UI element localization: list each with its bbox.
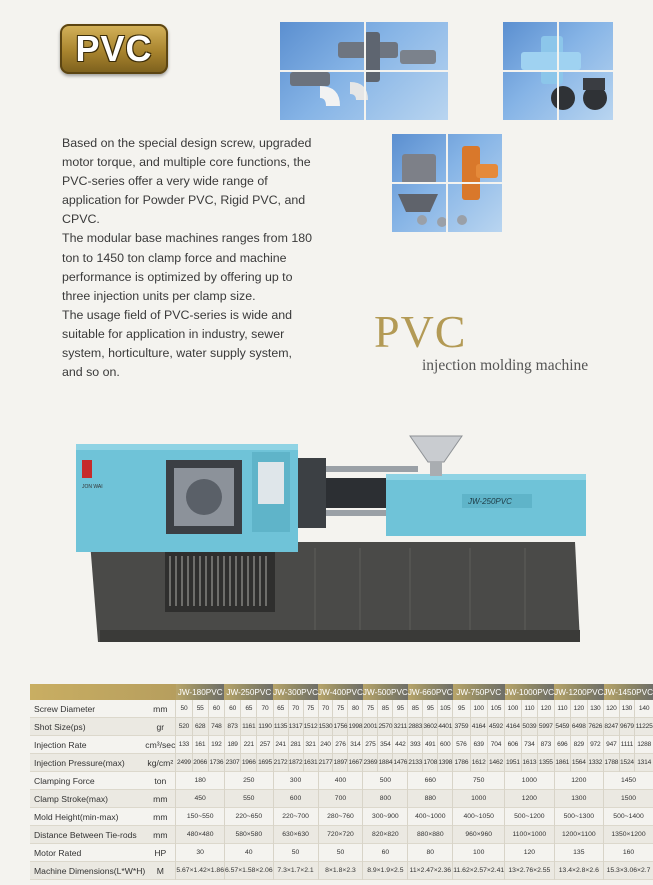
table-cell: 550: [224, 790, 273, 808]
table-cell: 80: [408, 844, 453, 862]
table-cell: 1288: [635, 736, 653, 754]
table-cell: 880: [408, 790, 453, 808]
table-cell: 11.62×2.57×2.41: [453, 862, 505, 880]
table-cell: 1314: [635, 754, 653, 772]
table-cell: 300~900: [363, 808, 408, 826]
model-header: JW-1200PVC: [554, 684, 603, 700]
table-row: [30, 772, 653, 790]
table-cell: 160: [604, 844, 653, 862]
table-cell: 1500: [604, 790, 653, 808]
model-label: JW-250PVC: [468, 497, 512, 506]
product-title: PVC: [374, 306, 467, 357]
table-cell: 6498: [571, 718, 587, 736]
table-cell: 750: [453, 772, 505, 790]
table-row: [30, 790, 653, 808]
row-label: Motor Rated: [34, 847, 82, 858]
table-cell: 1736: [208, 754, 224, 772]
table-cell: 1355: [538, 754, 554, 772]
table-cell: 829: [571, 736, 587, 754]
table-cell: 130: [619, 700, 635, 718]
table-cell: 1317: [288, 718, 303, 736]
table-cell: 1476: [393, 754, 408, 772]
table-cell: 1462: [487, 754, 504, 772]
table-cell: 1161: [241, 718, 257, 736]
table-cell: 70: [288, 700, 303, 718]
table-cell: 3602: [423, 718, 438, 736]
table-cell: 1613: [521, 754, 537, 772]
table-cell: 2570: [378, 718, 393, 736]
row-unit: ton: [154, 775, 167, 786]
row-label: Distance Between Tie-rods: [34, 829, 137, 840]
table-cell: 250: [224, 772, 273, 790]
table-cell: 60: [208, 700, 224, 718]
table-cell: 1200: [554, 772, 603, 790]
table-cell: 150~550: [176, 808, 225, 826]
table-cell: 1897: [333, 754, 348, 772]
table-cell: 1998: [348, 718, 363, 736]
table-cell: 606: [505, 736, 521, 754]
table-cell: 500~1400: [604, 808, 653, 826]
table-cell: 354: [378, 736, 393, 754]
table-cell: 180: [176, 772, 225, 790]
table-cell: 800: [363, 790, 408, 808]
table-cell: 257: [257, 736, 273, 754]
table-cell: 11225: [635, 718, 653, 736]
table-cell: 276: [333, 736, 348, 754]
row-label: Mold Height(min-max): [34, 811, 119, 822]
table-cell: 300: [273, 772, 318, 790]
row-unit: gr: [156, 721, 165, 732]
table-cell: 2499: [176, 754, 192, 772]
table-cell: 1332: [587, 754, 603, 772]
table-cell: 65: [273, 700, 288, 718]
intro-paragraph: Based on the special design screw, upgraded motor torque, and multiple core functions, the PVC-series offer a very wide range of application for Powder PVC, Rigid PVC, and CPVC.: [62, 136, 312, 227]
intro-paragraph: The usage field of PVC-series is wide and suitable for application in industry, sewer system, horticulture, water supply system, and so on.: [62, 307, 293, 380]
model-header: JW-1450PVC: [604, 684, 653, 700]
table-cell: 639: [470, 736, 487, 754]
table-cell: 7626: [587, 718, 603, 736]
table-cell: 2066: [192, 754, 208, 772]
table-cell: 13.4×2.8×2.6: [554, 862, 603, 880]
table-cell: 1884: [378, 754, 393, 772]
table-cell: 50: [273, 844, 318, 862]
table-cell: 500~1200: [505, 808, 554, 826]
table-cell: 189: [224, 736, 240, 754]
table-cell: 55: [192, 700, 208, 718]
table-cell: 1190: [257, 718, 273, 736]
table-cell: 192: [208, 736, 224, 754]
model-header: JW-300PVC: [273, 684, 318, 700]
table-cell: 8×1.8×2.3: [318, 862, 363, 880]
table-cell: 1000: [505, 772, 554, 790]
table-cell: 720×720: [318, 826, 363, 844]
row-unit: mm: [153, 811, 168, 822]
table-cell: 1872: [288, 754, 303, 772]
table-cell: 393: [408, 736, 423, 754]
table-row: [30, 754, 653, 772]
table-cell: 3211: [393, 718, 408, 736]
product-subtitle: injection molding machine: [422, 357, 589, 374]
table-cell: 60: [363, 844, 408, 862]
table-cell: 1512: [303, 718, 318, 736]
pvc-badge: [60, 24, 168, 74]
table-cell: 1000: [453, 790, 505, 808]
table-cell: 5.67×1.42×1.86: [176, 862, 225, 880]
table-cell: 240: [318, 736, 333, 754]
row-unit: mm: [153, 829, 168, 840]
table-cell: 1667: [348, 754, 363, 772]
table-cell: 1100×1000: [505, 826, 554, 844]
table-cell: 960×960: [453, 826, 505, 844]
table-cell: 8247: [604, 718, 620, 736]
table-cell: 500~1300: [554, 808, 603, 826]
table-cell: 60: [224, 700, 240, 718]
table-cell: 50: [318, 844, 363, 862]
table-cell: 5039: [521, 718, 537, 736]
table-cell: 1951: [505, 754, 521, 772]
table-cell: 65: [241, 700, 257, 718]
model-header: JW-400PVC: [318, 684, 363, 700]
table-cell: 520: [176, 718, 192, 736]
table-cell: 9679: [619, 718, 635, 736]
table-cell: 1695: [257, 754, 273, 772]
specification-table: [30, 684, 653, 880]
table-cell: 1398: [438, 754, 453, 772]
table-cell: 13×2.76×2.55: [505, 862, 554, 880]
table-cell: 947: [604, 736, 620, 754]
pipe-fittings-photo-gray: [280, 22, 448, 120]
table-cell: 1612: [470, 754, 487, 772]
model-header: JW-250PVC: [224, 684, 273, 700]
table-cell: 280~760: [318, 808, 363, 826]
table-cell: 140: [635, 700, 653, 718]
table-cell: 1564: [571, 754, 587, 772]
table-cell: 1300: [554, 790, 603, 808]
pvc-badge-label: PVC: [75, 28, 153, 69]
table-row: [30, 736, 653, 754]
table-cell: 95: [453, 700, 470, 718]
table-cell: 1524: [619, 754, 635, 772]
table-cell: 75: [303, 700, 318, 718]
table-cell: 576: [453, 736, 470, 754]
table-row: [30, 844, 653, 862]
table-cell: 700: [318, 790, 363, 808]
table-cell: 80: [348, 700, 363, 718]
table-cell: 1530: [318, 718, 333, 736]
table-cell: 748: [208, 718, 224, 736]
table-cell: 281: [288, 736, 303, 754]
table-cell: 704: [487, 736, 504, 754]
table-cell: 450: [176, 790, 225, 808]
table-cell: 15.3×3.06×2.7: [604, 862, 653, 880]
table-cell: 110: [554, 700, 570, 718]
table-cell: 100: [453, 844, 505, 862]
table-cell: 50: [176, 700, 192, 718]
row-unit: kg/cm²: [147, 757, 174, 768]
intro-paragraph: The modular base machines ranges from 180 ton to 1450 ton clamp force and machine performance is optimized by offering up to three injection units per clamp size.: [62, 231, 313, 303]
table-row: [30, 700, 653, 718]
brand-label: JON WAI: [82, 484, 103, 490]
table-cell: 5459: [554, 718, 570, 736]
table-cell: 120: [571, 700, 587, 718]
row-label: Clamping Force: [34, 775, 95, 786]
table-cell: 314: [348, 736, 363, 754]
table-cell: 880×880: [408, 826, 453, 844]
table-cell: 442: [393, 736, 408, 754]
table-cell: 275: [363, 736, 378, 754]
table-cell: 5997: [538, 718, 554, 736]
table-cell: 2001: [363, 718, 378, 736]
table-cell: 95: [393, 700, 408, 718]
model-header: JW-180PVC: [176, 684, 225, 700]
table-cell: 221: [241, 736, 257, 754]
table-cell: 660: [408, 772, 453, 790]
table-cell: 105: [487, 700, 504, 718]
table-cell: 1631: [303, 754, 318, 772]
row-unit: cm³/sec: [145, 739, 176, 750]
table-cell: 873: [224, 718, 240, 736]
table-cell: 120: [505, 844, 554, 862]
table-cell: 1200: [505, 790, 554, 808]
table-cell: 161: [192, 736, 208, 754]
table-cell: 220~650: [224, 808, 273, 826]
table-cell: 6.57×1.58×2.06: [224, 862, 273, 880]
row-label: Injection Rate: [34, 739, 87, 750]
table-cell: 30: [176, 844, 225, 862]
table-cell: 70: [318, 700, 333, 718]
table-cell: 491: [423, 736, 438, 754]
table-cell: 4592: [487, 718, 504, 736]
table-cell: 120: [538, 700, 554, 718]
table-cell: 85: [378, 700, 393, 718]
table-cell: 2307: [224, 754, 240, 772]
table-cell: 696: [554, 736, 570, 754]
table-cell: 600: [438, 736, 453, 754]
table-cell: 400~1050: [453, 808, 505, 826]
table-cell: 1350×1200: [604, 826, 653, 844]
row-label: Injection Pressure(max): [34, 757, 125, 768]
table-cell: 2133: [408, 754, 423, 772]
table-cell: 11×2.47×2.36: [408, 862, 453, 880]
table-cell: 480×480: [176, 826, 225, 844]
table-cell: 580×580: [224, 826, 273, 844]
table-cell: 1708: [423, 754, 438, 772]
table-cell: 220~700: [273, 808, 318, 826]
table-cell: 75: [363, 700, 378, 718]
table-cell: 110: [521, 700, 537, 718]
table-cell: 1200×1100: [554, 826, 603, 844]
table-cell: 2172: [273, 754, 288, 772]
table-cell: 4401: [438, 718, 453, 736]
model-header: JW-750PVC: [453, 684, 505, 700]
model-header: JW-1000PVC: [505, 684, 554, 700]
table-cell: 8.9×1.9×2.5: [363, 862, 408, 880]
row-label: Shot Size(ps): [34, 721, 86, 732]
model-header: JW-660PVC: [408, 684, 453, 700]
table-row: [30, 718, 653, 736]
table-cell: 2177: [318, 754, 333, 772]
row-label: Machine Dimensions(L*W*H): [34, 865, 146, 876]
row-unit: M: [156, 865, 164, 876]
table-cell: 135: [554, 844, 603, 862]
table-row: [30, 808, 653, 826]
table-cell: 1135: [273, 718, 288, 736]
table-cell: 734: [521, 736, 537, 754]
table-cell: 400~1000: [408, 808, 453, 826]
table-cell: 500: [363, 772, 408, 790]
table-cell: 2883: [408, 718, 423, 736]
table-cell: 2369: [363, 754, 378, 772]
table-cell: 105: [438, 700, 453, 718]
table-cell: 1756: [333, 718, 348, 736]
table-cell: 75: [333, 700, 348, 718]
table-cell: 820×820: [363, 826, 408, 844]
table-cell: 100: [505, 700, 521, 718]
table-cell: 241: [273, 736, 288, 754]
table-cell: 1966: [241, 754, 257, 772]
row-unit: HP: [154, 847, 167, 858]
table-cell: 130: [587, 700, 603, 718]
row-unit: mm: [153, 793, 168, 804]
table-row: [30, 862, 653, 880]
model-header: JW-500PVC: [363, 684, 408, 700]
table-cell: 4164: [505, 718, 521, 736]
table-cell: 100: [470, 700, 487, 718]
pipe-fittings-photo-orange: [392, 134, 502, 232]
table-cell: 600: [273, 790, 318, 808]
table-cell: 628: [192, 718, 208, 736]
table-cell: 1111: [619, 736, 635, 754]
table-cell: 1788: [604, 754, 620, 772]
table-cell: 85: [408, 700, 423, 718]
table-cell: 972: [587, 736, 603, 754]
table-cell: 873: [538, 736, 554, 754]
table-cell: 1861: [554, 754, 570, 772]
intro-text: [62, 134, 312, 382]
table-cell: 120: [604, 700, 620, 718]
table-cell: 1450: [604, 772, 653, 790]
table-cell: 400: [318, 772, 363, 790]
table-cell: 3759: [453, 718, 470, 736]
table-cell: 7.3×1.7×2.1: [273, 862, 318, 880]
row-label: Clamp Stroke(max): [34, 793, 109, 804]
injection-molding-machine-illustration: [70, 430, 615, 660]
table-cell: 4164: [470, 718, 487, 736]
table-cell: 321: [303, 736, 318, 754]
table-cell: 133: [176, 736, 192, 754]
table-cell: 70: [257, 700, 273, 718]
row-unit: mm: [153, 703, 168, 714]
table-cell: 630×630: [273, 826, 318, 844]
table-cell: 1786: [453, 754, 470, 772]
table-header-row: [30, 684, 653, 700]
row-label: Screw Diameter: [34, 703, 96, 714]
pipe-fittings-photo-blue: [503, 22, 613, 120]
table-cell: 95: [423, 700, 438, 718]
table-row: [30, 826, 653, 844]
table-header-blank: [30, 684, 176, 700]
table-cell: 40: [224, 844, 273, 862]
